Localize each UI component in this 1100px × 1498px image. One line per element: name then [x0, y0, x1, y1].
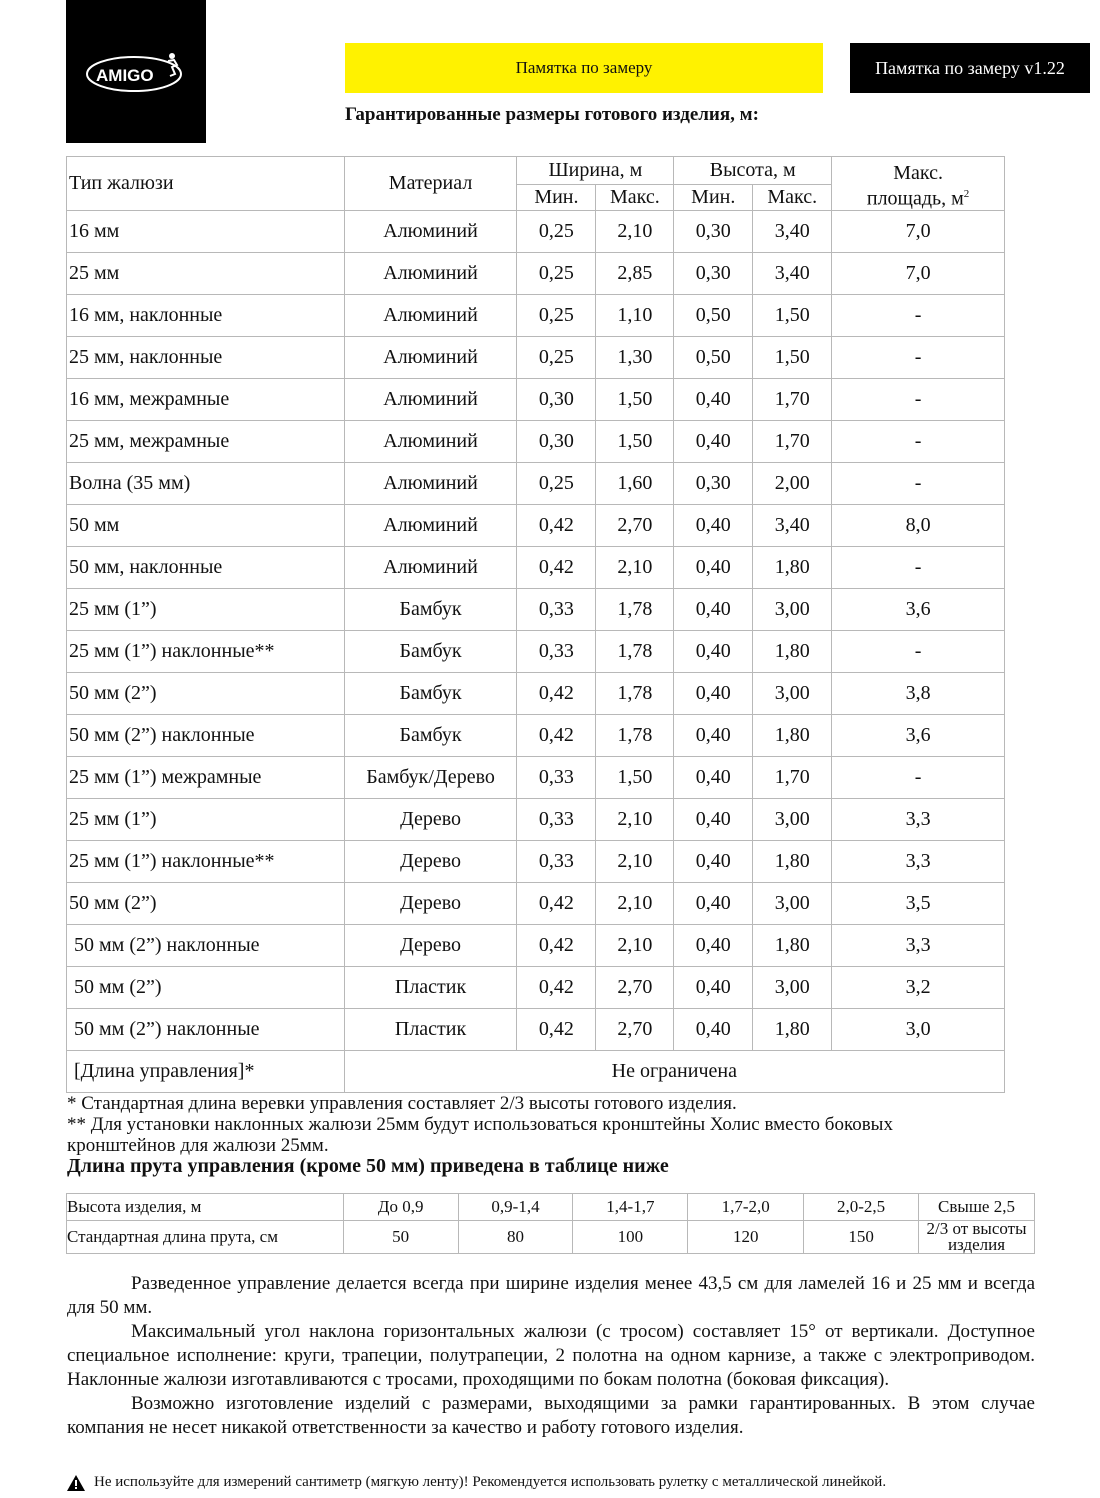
rod-length-cell: 100 [573, 1221, 688, 1254]
area-cell: 3,5 [832, 882, 1005, 924]
table-row [67, 210, 1005, 252]
material-cell: Бамбук [344, 714, 517, 756]
type-cell: 25 мм [67, 252, 345, 294]
paragraph-non-guaranteed: Возможно изготовление изделий с размерами, выходящими за рамки гарантированных. В этом случае компания не несет никакой ответственности за качество и работу готового изделия. [67, 1393, 1035, 1438]
width-max-cell: 1,78 [596, 630, 674, 672]
material-cell: Алюминий [344, 336, 517, 378]
height-max-cell: 1,80 [753, 546, 832, 588]
header-type: Тип жалюзи [67, 157, 345, 211]
header-width: Ширина, м [517, 157, 674, 185]
height-max-cell: 2,00 [753, 462, 832, 504]
area-cell: - [832, 336, 1005, 378]
height-max-cell: 3,00 [753, 672, 832, 714]
material-cell: Пластик [344, 966, 517, 1008]
rod-height-cell: 2,0-2,5 [804, 1194, 919, 1221]
width-max-cell: 2,85 [596, 252, 674, 294]
warning-icon [67, 1475, 85, 1491]
header-height-min: Мин. [674, 184, 753, 210]
type-cell: 50 мм (2”) [67, 672, 345, 714]
width-min-cell: 0,42 [517, 1008, 596, 1050]
height-min-cell: 0,40 [674, 924, 753, 966]
width-min-cell: 0,42 [517, 924, 596, 966]
width-max-cell: 2,10 [596, 882, 674, 924]
material-cell: Бамбук [344, 630, 517, 672]
height-max-cell: 1,80 [753, 714, 832, 756]
width-min-cell: 0,33 [517, 630, 596, 672]
table-row [67, 840, 1005, 882]
height-min-cell: 0,40 [674, 588, 753, 630]
rod-height-cell: 0,9-1,4 [458, 1194, 573, 1221]
material-cell: Дерево [344, 882, 517, 924]
width-min-cell: 0,25 [517, 336, 596, 378]
material-cell: Бамбук/Дерево [344, 756, 517, 798]
material-cell: Бамбук [344, 588, 517, 630]
type-cell: 50 мм (2”) наклонные [67, 1008, 345, 1050]
height-min-cell: 0,40 [674, 420, 753, 462]
material-cell: Алюминий [344, 210, 517, 252]
rod-height-label: Высота изделия, м [67, 1194, 344, 1221]
area-cell: 3,6 [832, 714, 1005, 756]
header-area-line1: Макс. [893, 162, 943, 184]
width-max-cell: 1,78 [596, 672, 674, 714]
height-max-cell: 1,50 [753, 294, 832, 336]
height-max-cell: 1,70 [753, 420, 832, 462]
type-cell: 50 мм (2”) [67, 882, 345, 924]
material-cell: Алюминий [344, 546, 517, 588]
header-area-line2: площадь, м [866, 187, 964, 210]
header-height-max: Макс. [753, 184, 832, 210]
table-row [67, 756, 1005, 798]
area-cell: 7,0 [832, 252, 1005, 294]
height-max-cell: 1,80 [753, 924, 832, 966]
area-cell: 3,2 [832, 966, 1005, 1008]
table-row [67, 588, 1005, 630]
table-row [67, 798, 1005, 840]
height-max-cell: 1,50 [753, 336, 832, 378]
type-cell: 25 мм (1”) [67, 588, 345, 630]
height-min-cell: 0,40 [674, 966, 753, 1008]
height-max-cell: 3,40 [753, 252, 832, 294]
area-cell: 3,0 [832, 1008, 1005, 1050]
width-max-cell: 2,70 [596, 966, 674, 1008]
control-length-row [67, 1050, 1005, 1092]
header-material: Материал [344, 157, 517, 211]
body-text [67, 1272, 1035, 1440]
table-row [67, 546, 1005, 588]
height-max-cell: 1,80 [753, 1008, 832, 1050]
height-min-cell: 0,40 [674, 672, 753, 714]
table-row [67, 1008, 1005, 1050]
area-cell: 3,3 [832, 798, 1005, 840]
height-min-cell: 0,40 [674, 756, 753, 798]
width-min-cell: 0,30 [517, 378, 596, 420]
type-cell: 16 мм [67, 210, 345, 252]
material-cell: Пластик [344, 1008, 517, 1050]
type-cell: 25 мм (1”) наклонные** [67, 840, 345, 882]
width-min-cell: 0,25 [517, 462, 596, 504]
area-cell: - [832, 756, 1005, 798]
type-cell: 25 мм (1”) наклонные** [67, 630, 345, 672]
width-max-cell: 1,78 [596, 714, 674, 756]
width-max-cell: 1,50 [596, 378, 674, 420]
rod-height-cell: 1,4-1,7 [573, 1194, 688, 1221]
table-row [67, 294, 1005, 336]
type-cell: 25 мм (1”) межрамные [67, 756, 345, 798]
height-min-cell: 0,40 [674, 504, 753, 546]
table-row [67, 336, 1005, 378]
rod-table-title: Длина прута управления (кроме 50 мм) приведена в таблице ниже [67, 1155, 669, 1177]
width-max-cell: 1,50 [596, 756, 674, 798]
warning-note [67, 1474, 886, 1491]
logo-text: AMIGO [96, 65, 154, 85]
width-max-cell: 2,10 [596, 840, 674, 882]
material-cell: Дерево [344, 798, 517, 840]
table-row [67, 966, 1005, 1008]
warning-text: Не используйте для измерений сантиметр (мягкую ленту)! Рекомендуется использовать рулетку с металлической линейкой. [94, 1474, 887, 1490]
width-min-cell: 0,42 [517, 966, 596, 1008]
width-max-cell: 2,10 [596, 924, 674, 966]
width-min-cell: 0,25 [517, 252, 596, 294]
area-cell: - [832, 294, 1005, 336]
height-max-cell: 1,80 [753, 840, 832, 882]
area-cell: 3,6 [832, 588, 1005, 630]
area-cell: - [832, 462, 1005, 504]
area-cell: - [832, 378, 1005, 420]
width-max-cell: 1,10 [596, 294, 674, 336]
width-min-cell: 0,42 [517, 882, 596, 924]
area-cell: 3,3 [832, 840, 1005, 882]
material-cell: Алюминий [344, 294, 517, 336]
width-max-cell: 1,30 [596, 336, 674, 378]
height-min-cell: 0,40 [674, 798, 753, 840]
material-cell: Алюминий [344, 252, 517, 294]
height-max-cell: 3,00 [753, 882, 832, 924]
table-row [67, 882, 1005, 924]
width-max-cell: 1,50 [596, 420, 674, 462]
width-min-cell: 0,42 [517, 546, 596, 588]
page-title: Гарантированные размеры готового изделия, м: [345, 104, 759, 125]
width-min-cell: 0,42 [517, 504, 596, 546]
width-max-cell: 1,60 [596, 462, 674, 504]
area-cell: 3,3 [832, 924, 1005, 966]
type-cell: 50 мм, наклонные [67, 546, 345, 588]
rod-height-cell: Свыше 2,5 [919, 1194, 1035, 1221]
amigo-logo [66, 0, 206, 143]
rod-length-label: Стандартная длина прута, см [67, 1221, 344, 1254]
rod-length-cell: 2/3 от высоты изделия [919, 1221, 1035, 1254]
height-min-cell: 0,40 [674, 714, 753, 756]
type-cell: 25 мм (1”) [67, 798, 345, 840]
table-row [67, 714, 1005, 756]
height-max-cell: 3,40 [753, 210, 832, 252]
type-cell: 25 мм, наклонные [67, 336, 345, 378]
memo-banner: Памятка по замеру [345, 43, 823, 93]
height-min-cell: 0,40 [674, 546, 753, 588]
table-row [67, 924, 1005, 966]
header-max-area [832, 157, 1005, 211]
width-min-cell: 0,33 [517, 588, 596, 630]
header-width-max: Макс. [596, 184, 674, 210]
height-min-cell: 0,50 [674, 294, 753, 336]
table-row [67, 378, 1005, 420]
width-min-cell: 0,33 [517, 840, 596, 882]
type-cell: 50 мм (2”) наклонные [67, 924, 345, 966]
height-min-cell: 0,50 [674, 336, 753, 378]
height-max-cell: 1,70 [753, 756, 832, 798]
width-min-cell: 0,42 [517, 714, 596, 756]
type-cell: 16 мм, межрамные [67, 378, 345, 420]
height-max-cell: 3,00 [753, 798, 832, 840]
width-max-cell: 2,10 [596, 546, 674, 588]
rod-length-cell: 80 [458, 1221, 573, 1254]
control-length-value: Не ограничена [344, 1050, 1004, 1092]
material-cell: Бамбук [344, 672, 517, 714]
paragraph-split-control: Разведенное управление делается всегда при ширине изделия менее 43,5 см для ламелей 16 и 25 мм и всегда для 50 мм. [67, 1273, 1035, 1318]
height-min-cell: 0,40 [674, 840, 753, 882]
width-min-cell: 0,25 [517, 210, 596, 252]
material-cell: Алюминий [344, 420, 517, 462]
width-max-cell: 2,10 [596, 798, 674, 840]
footnote-2: ** Для установки наклонных жалюзи 25мм будут использоваться кронштейны Холис вместо боковых кронштейнов для жалюзи 25мм. [67, 1114, 893, 1156]
version-banner: Памятка по замеру v1.22 [850, 43, 1090, 93]
width-max-cell: 1,78 [596, 588, 674, 630]
table-row [67, 630, 1005, 672]
area-cell: - [832, 630, 1005, 672]
height-max-cell: 3,00 [753, 588, 832, 630]
width-max-cell: 2,70 [596, 1008, 674, 1050]
table-row [67, 462, 1005, 504]
type-cell: 16 мм, наклонные [67, 294, 345, 336]
width-min-cell: 0,30 [517, 420, 596, 462]
material-cell: Алюминий [344, 378, 517, 420]
table-row [67, 672, 1005, 714]
size-table [66, 156, 1005, 1093]
rod-length-table [66, 1193, 1035, 1254]
height-min-cell: 0,30 [674, 252, 753, 294]
footnotes [67, 1093, 997, 1177]
width-min-cell: 0,25 [517, 294, 596, 336]
width-max-cell: 2,10 [596, 210, 674, 252]
header-area-sup: 2 [963, 188, 970, 200]
rod-height-cell: 1,7-2,0 [688, 1194, 804, 1221]
amigo-logo-icon [84, 47, 188, 97]
type-cell: Волна (35 мм) [67, 462, 345, 504]
rod-length-cell: 150 [804, 1221, 919, 1254]
rod-height-cell: До 0,9 [343, 1194, 458, 1221]
height-min-cell: 0,30 [674, 210, 753, 252]
paragraph-max-angle: Максимальный угол наклона горизонтальных жалюзи (с тросом) составляет 15° от вертикали. Доступное специальное исполнение: круги, трапеции, полутрапеции, 2 полотна на одном карнизе, а также с электроприводом. Наклонные жалюзи изготавливаются с тросами, проходящими по бокам полотна (боковая фиксация). [67, 1321, 1035, 1390]
type-cell: 25 мм, межрамные [67, 420, 345, 462]
area-cell: - [832, 546, 1005, 588]
height-max-cell: 3,00 [753, 966, 832, 1008]
type-cell: 50 мм (2”) наклонные [67, 714, 345, 756]
width-min-cell: 0,33 [517, 756, 596, 798]
width-min-cell: 0,42 [517, 672, 596, 714]
height-min-cell: 0,30 [674, 462, 753, 504]
area-cell: - [832, 420, 1005, 462]
material-cell: Алюминий [344, 504, 517, 546]
type-cell: 50 мм [67, 504, 345, 546]
height-min-cell: 0,40 [674, 630, 753, 672]
material-cell: Алюминий [344, 462, 517, 504]
rod-length-cell: 50 [343, 1221, 458, 1254]
header-height: Высота, м [674, 157, 832, 185]
height-max-cell: 1,70 [753, 378, 832, 420]
height-min-cell: 0,40 [674, 882, 753, 924]
material-cell: Дерево [344, 840, 517, 882]
rod-length-cell: 120 [688, 1221, 804, 1254]
area-cell: 7,0 [832, 210, 1005, 252]
table-row [67, 420, 1005, 462]
type-cell: 50 мм (2”) [67, 966, 345, 1008]
height-min-cell: 0,40 [674, 378, 753, 420]
area-cell: 8,0 [832, 504, 1005, 546]
height-max-cell: 3,40 [753, 504, 832, 546]
area-cell: 3,8 [832, 672, 1005, 714]
table-row [67, 252, 1005, 294]
width-max-cell: 2,70 [596, 504, 674, 546]
height-min-cell: 0,40 [674, 1008, 753, 1050]
height-max-cell: 1,80 [753, 630, 832, 672]
control-length-label: [Длина управления]* [67, 1050, 345, 1092]
width-min-cell: 0,33 [517, 798, 596, 840]
header-width-min: Мин. [517, 184, 596, 210]
footnote-1: * Стандартная длина веревки управления составляет 2/3 высоты готового изделия. [67, 1093, 737, 1114]
material-cell: Дерево [344, 924, 517, 966]
table-row [67, 504, 1005, 546]
